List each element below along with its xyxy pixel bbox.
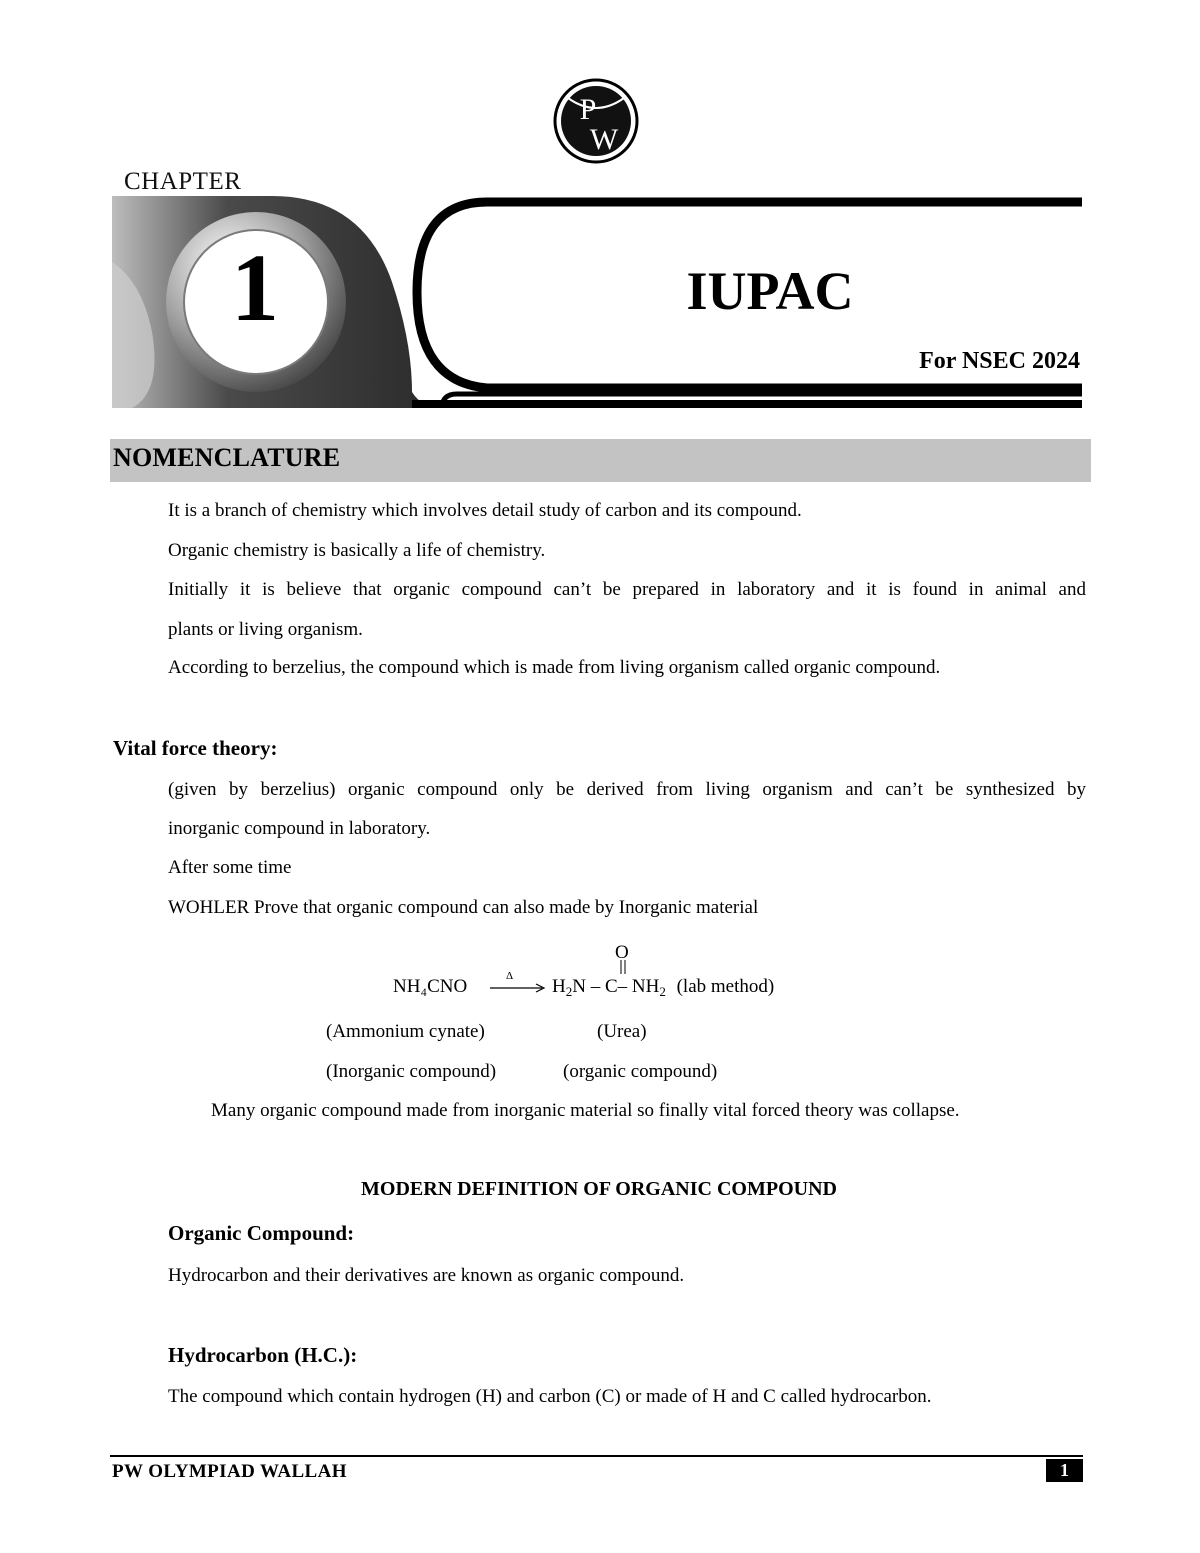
vital-force-heading: Vital force theory: xyxy=(113,736,278,760)
product-c: C xyxy=(604,976,618,997)
product-type: (organic compound) xyxy=(563,1061,718,1082)
organic-compound-heading: Organic Compound: xyxy=(168,1221,355,1245)
pw-logo xyxy=(546,78,646,164)
chapter-title: IUPAC xyxy=(686,261,854,321)
logo-letter-p: P xyxy=(579,93,597,126)
product-dash-2: – xyxy=(617,976,628,997)
intro-paragraph-1: It is a branch of chemistry which involves detail study of carbon and its compound. xyxy=(168,500,802,521)
product-name: (Urea) xyxy=(597,1021,647,1042)
reaction-conclusion: Many organic compound made from inorganic material so finally vital forced theory was collapse. xyxy=(211,1100,960,1121)
product-nh: NH xyxy=(631,976,660,997)
reaction-heat-symbol: Δ xyxy=(506,970,514,982)
vital-force-paragraph-2: After some time xyxy=(168,857,292,878)
vital-force-paragraph-1-line-2: inorganic compound in laboratory. xyxy=(168,818,431,839)
intro-paragraph-4: According to berzelius, the compound which is made from living organism called organic compound. xyxy=(168,657,941,678)
reaction-product xyxy=(552,976,774,1000)
intro-paragraph-2: Organic chemistry is basically a life of chemistry. xyxy=(168,540,546,561)
organic-compound-definition: Hydrocarbon and their derivatives are known as organic compound. xyxy=(168,1265,685,1286)
section-title: NOMENCLATURE xyxy=(113,443,341,472)
vital-force-paragraph-3: WOHLER Prove that organic compound can also made by Inorganic material xyxy=(168,897,759,918)
intro-paragraph-3-line-1: Initially it is believe that organic compound can’t be prepared in laboratory and it is found in animal and xyxy=(168,579,1086,600)
reaction-note: (lab method) xyxy=(676,976,775,997)
chapter-subtitle: For NSEC 2024 xyxy=(919,348,1080,374)
intro-paragraph-3-line-2: plants or living organism. xyxy=(168,619,363,640)
page-number: 1 xyxy=(1060,1460,1069,1480)
reactant-name: (Ammonium cynate) xyxy=(326,1021,485,1042)
carbonyl-oxygen: O xyxy=(615,942,629,963)
product-n: N xyxy=(572,976,586,997)
hydrocarbon-heading: Hydrocarbon (H.C.): xyxy=(168,1343,358,1367)
chapter-number: 1 xyxy=(231,234,279,341)
modern-definition-heading: MODERN DEFINITION OF ORGANIC COMPOUND xyxy=(361,1178,837,1200)
product-h-subscript: 2 xyxy=(565,984,573,999)
reaction-reactant: NH₄CNO xyxy=(393,976,468,997)
footer-publisher: PW OLYMPIAD WALLAH xyxy=(112,1461,347,1482)
chapter-label: CHAPTER xyxy=(124,168,242,195)
carbonyl-double-bond xyxy=(617,959,629,975)
vital-force-paragraph-1-line-1: (given by berzelius) organic compound only be derived from living organism and can’t be synthesized by xyxy=(168,779,1086,800)
product-nh-subscript: 2 xyxy=(659,984,666,999)
product-dash-1: – xyxy=(590,976,601,997)
reactant-type: (Inorganic compound) xyxy=(326,1061,497,1082)
footer-rule xyxy=(110,1455,1083,1457)
reaction-arrow xyxy=(488,972,548,996)
hydrocarbon-definition: The compound which contain hydrogen (H) and carbon (C) or made of H and C called hydrocarbon. xyxy=(168,1386,932,1407)
logo-letter-w: W xyxy=(589,123,619,156)
product-h: H xyxy=(552,976,566,997)
